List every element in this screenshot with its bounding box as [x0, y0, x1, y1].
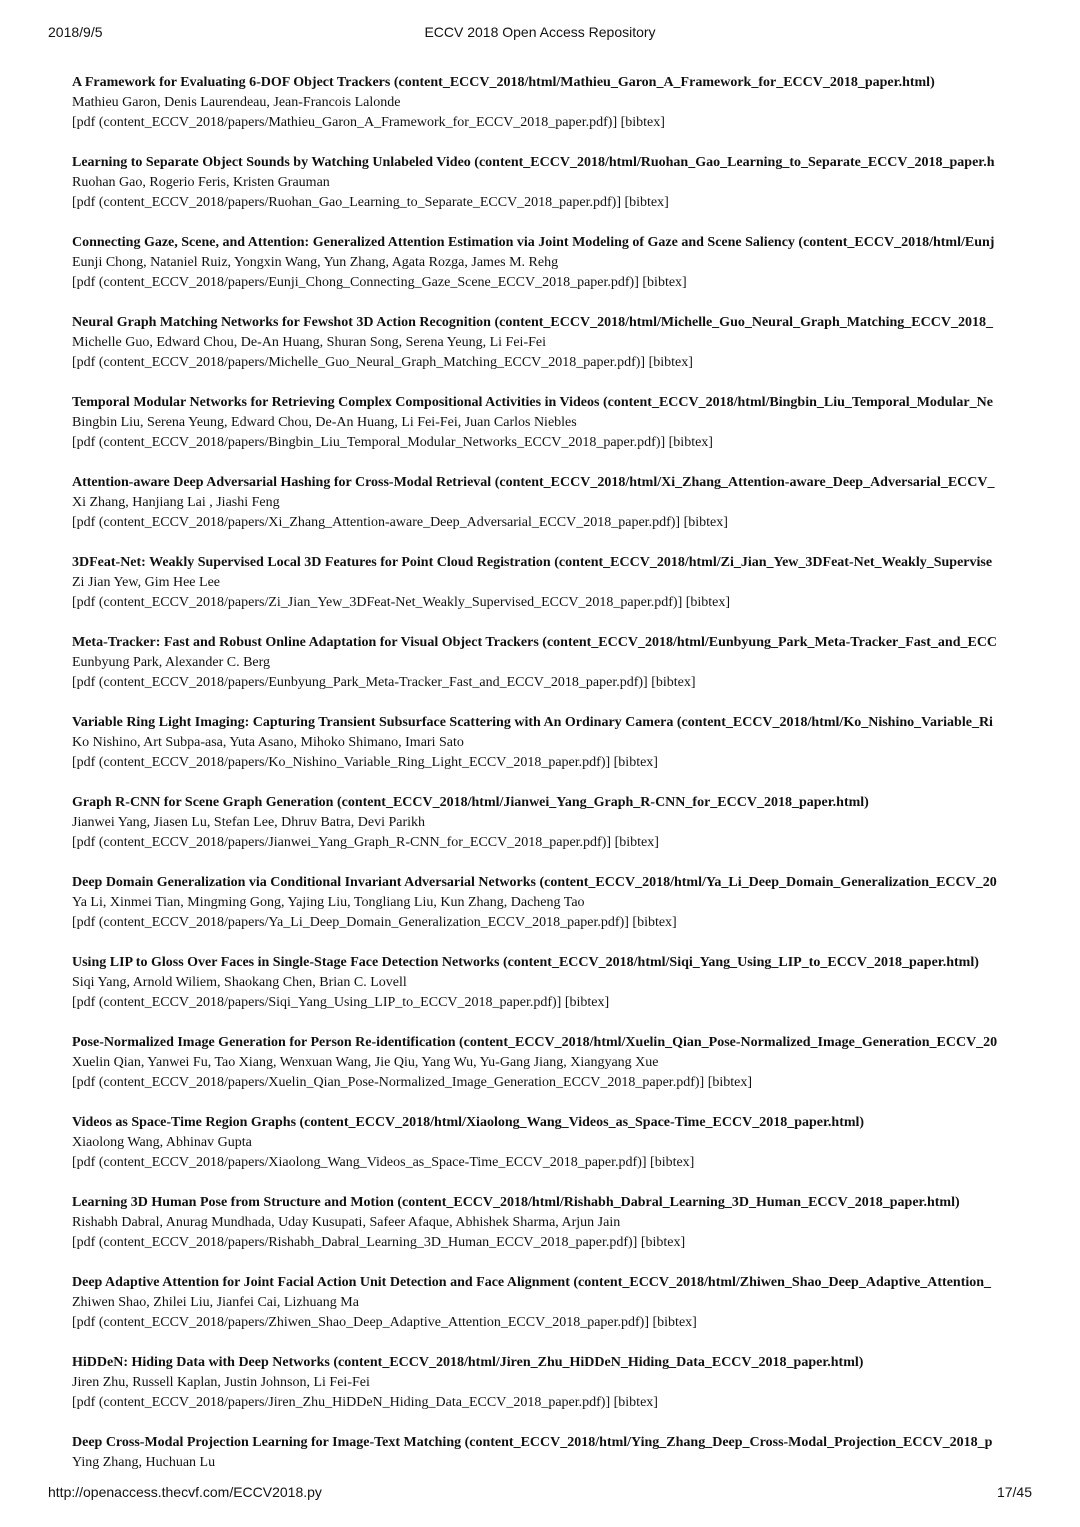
paper-pdf-link[interactable]: [pdf (content_ECCV_2018/papers/Zhiwen_Shao_Deep_Adaptive_Attention_ECCV_2018_paper.pdf)] [72, 1315, 653, 1330]
paper-links-line [72, 993, 1032, 1013]
paper-html-link[interactable]: (content_ECCV_2018/html/Xuelin_Qian_Pose-Normalized_Image_Generation_ECCV_20 [459, 1035, 998, 1050]
paper-links-line [72, 1153, 1032, 1173]
paper-entry [72, 953, 1032, 1033]
paper-title-line [72, 1353, 1032, 1373]
paper-authors: Eunji Chong, Nataniel Ruiz, Yongxin Wang, Yun Zhang, Agata Rozga, James M. Rehg [72, 255, 559, 270]
paper-bibtex-link[interactable]: [bibtex] [685, 595, 731, 610]
paper-authors: Jianwei Yang, Jiasen Lu, Stefan Lee, Dhruv Batra, Devi Parikh [72, 815, 426, 830]
paper-authors: Zhiwen Shao, Zhilei Liu, Jianfei Cai, Lizhuang Ma [72, 1295, 359, 1310]
paper-title-line [72, 393, 1032, 413]
paper-pdf-link[interactable]: [pdf (content_ECCV_2018/papers/Ko_Nishino_Variable_Ring_Light_ECCV_2018_paper.pdf)] [72, 755, 614, 770]
paper-entry [72, 1113, 1032, 1193]
paper-html-link[interactable]: (content_ECCV_2018/html/Bingbin_Liu_Temporal_Modular_Ne [602, 395, 993, 410]
paper-title-line [72, 73, 1032, 93]
paper-pdf-link[interactable]: [pdf (content_ECCV_2018/papers/Jianwei_Yang_Graph_R-CNN_for_ECCV_2018_paper.pdf)] [72, 835, 615, 850]
paper-title-line [72, 713, 1032, 733]
paper-authors: Bingbin Liu, Serena Yeung, Edward Chou, De-An Huang, Li Fei-Fei, Juan Carlos Niebles [72, 415, 577, 430]
paper-bibtex-link[interactable]: [bibtex] [683, 515, 728, 530]
paper-pdf-link[interactable]: [pdf (content_ECCV_2018/papers/Bingbin_Liu_Temporal_Modular_Networks_ECCV_2018_paper.pdf)] [72, 435, 669, 450]
paper-authors: Xiaolong Wang, Abhinav Gupta [72, 1135, 252, 1150]
paper-authors: Ying Zhang, Huchuan Lu [72, 1455, 216, 1470]
paper-bibtex-link[interactable]: [bibtex] [650, 1155, 695, 1170]
paper-links-line [72, 1233, 1032, 1253]
paper-entry [72, 713, 1032, 793]
paper-entry [72, 73, 1032, 153]
paper-entry [72, 473, 1032, 553]
paper-links-line [72, 193, 1032, 213]
paper-title-line [72, 473, 1032, 493]
paper-title-line [72, 153, 1032, 173]
paper-pdf-link[interactable]: [pdf (content_ECCV_2018/papers/Xuelin_Qian_Pose-Normalized_Image_Generation_ECCV_2018_paper.pdf)] [72, 1075, 708, 1090]
paper-title-line [72, 633, 1032, 653]
paper-bibtex-link[interactable]: [bibtex] [632, 915, 677, 930]
paper-entry [72, 873, 1032, 953]
paper-authors: Ya Li, Xinmei Tian, Mingming Gong, Yajing Liu, Tongliang Liu, Kun Zhang, Dacheng Tao [72, 895, 585, 910]
paper-html-link[interactable]: (content_ECCV_2018/html/Ya_Li_Deep_Domain_Generalization_ECCV_20 [539, 875, 997, 890]
paper-html-link[interactable]: (content_ECCV_2018/html/Zi_Jian_Yew_3DFeat-Net_Weakly_Supervise [554, 555, 993, 570]
paper-authors: Michelle Guo, Edward Chou, De-An Huang, Shuran Song, Serena Yeung, Li Fei-Fei [72, 335, 546, 350]
paper-title: A Framework for Evaluating 6-DOF Object Trackers [72, 75, 394, 90]
paper-authors: Eunbyung Park, Alexander C. Berg [72, 655, 271, 670]
paper-authors: Siqi Yang, Arnold Wiliem, Shaokang Chen, Brian C. Lovell [72, 975, 407, 990]
paper-links-line [72, 913, 1032, 933]
paper-links-line [72, 753, 1032, 773]
paper-title-line [72, 1033, 1032, 1053]
paper-links-line [72, 273, 1032, 293]
paper-title-line [72, 1433, 1032, 1453]
paper-html-link[interactable]: (content_ECCV_2018/html/Xiaolong_Wang_Videos_as_Space-Time_ECCV_2018_paper.html) [299, 1115, 865, 1130]
paper-title: Learning to Separate Object Sounds by Watching Unlabeled Video [72, 155, 475, 170]
paper-authors: Xuelin Qian, Yanwei Fu, Tao Xiang, Wenxuan Wang, Jie Qiu, Yang Wu, Yu-Gang Jiang, Xiangyang Xue [72, 1055, 659, 1070]
paper-html-link[interactable]: (content_ECCV_2018/html/Eunbyung_Park_Meta-Tracker_Fast_and_ECC [542, 635, 998, 650]
paper-pdf-link[interactable]: [pdf (content_ECCV_2018/papers/Ruohan_Gao_Learning_to_Separate_ECCV_2018_paper.pdf)] [72, 195, 625, 210]
paper-entry [72, 1033, 1032, 1113]
paper-entry [72, 313, 1032, 393]
paper-authors: Rishabh Dabral, Anurag Mundhada, Uday Kusupati, Safeer Afaque, Abhishek Sharma, Arjun Jain [72, 1215, 621, 1230]
print-header [48, 24, 1032, 46]
print-footer [48, 1484, 1032, 1506]
paper-entry [72, 1193, 1032, 1273]
paper-html-link[interactable]: (content_ECCV_2018/html/Michelle_Guo_Neural_Graph_Matching_ECCV_2018_ [494, 315, 993, 330]
paper-title: Meta-Tracker: Fast and Robust Online Adaptation for Visual Object Trackers [72, 635, 543, 650]
paper-title: Neural Graph Matching Networks for Fewshot 3D Action Recognition [72, 315, 495, 330]
paper-links-line [72, 833, 1032, 853]
paper-bibtex-link[interactable]: [bibtex] [652, 1315, 697, 1330]
page-url: http://openaccess.thecvf.com/ECCV2018.py [48, 1484, 322, 1500]
print-date: 2018/9/5 [48, 24, 103, 40]
paper-title-line [72, 553, 1032, 573]
paper-html-link[interactable]: (content_ECCV_2018/html/Eunj [798, 235, 995, 250]
paper-authors: Mathieu Garon, Denis Laurendeau, Jean-Francois Lalonde [72, 95, 401, 110]
paper-html-link[interactable]: (content_ECCV_2018/html/Jiren_Zhu_HiDDeN_Hiding_Data_ECCV_2018_paper.html) [333, 1355, 864, 1370]
paper-pdf-link[interactable]: [pdf (content_ECCV_2018/papers/Eunbyung_Park_Meta-Tracker_Fast_and_ECCV_2018_paper.pdf)] [72, 675, 652, 690]
paper-links-line [72, 593, 1032, 613]
paper-title-line [72, 873, 1032, 893]
paper-pdf-link[interactable]: [pdf (content_ECCV_2018/papers/Michelle_Guo_Neural_Graph_Matching_ECCV_2018_paper.pdf)] [72, 355, 649, 370]
paper-html-link[interactable]: (content_ECCV_2018/html/Ruohan_Gao_Learning_to_Separate_ECCV_2018_paper.h [474, 155, 995, 170]
paper-entry [72, 1353, 1032, 1433]
paper-html-link[interactable]: (content_ECCV_2018/html/Ying_Zhang_Deep_Cross-Modal_Projection_ECCV_2018_p [464, 1435, 993, 1450]
paper-bibtex-link[interactable]: [bibtex] [648, 355, 693, 370]
paper-entry [72, 153, 1032, 233]
paper-bibtex-link[interactable]: [bibtex] [620, 115, 665, 130]
paper-title: Attention-aware Deep Adversarial Hashing for Cross-Modal Retrieval [72, 475, 495, 490]
paper-bibtex-link[interactable]: [bibtex] [651, 675, 696, 690]
paper-links-line [72, 673, 1032, 693]
paper-title: Temporal Modular Networks for Retrieving Complex Compositional Activities in Videos [72, 395, 603, 410]
paper-pdf-link[interactable]: [pdf (content_ECCV_2018/papers/Jiren_Zhu_HiDDeN_Hiding_Data_ECCV_2018_paper.pdf)] [72, 1395, 614, 1410]
paper-list [72, 73, 1032, 1513]
paper-title: HiDDeN: Hiding Data with Deep Networks [72, 1355, 334, 1370]
paper-pdf-link[interactable]: [pdf (content_ECCV_2018/papers/Xiaolong_Wang_Videos_as_Space-Time_ECCV_2018_paper.pdf)] [72, 1155, 651, 1170]
paper-html-link[interactable]: (content_ECCV_2018/html/Mathieu_Garon_A_Framework_for_ECCV_2018_paper.html) [393, 75, 935, 90]
paper-bibtex-link[interactable]: [bibtex] [707, 1075, 753, 1090]
paper-title-line [72, 233, 1032, 253]
paper-title-line [72, 793, 1032, 813]
paper-bibtex-link[interactable]: [bibtex] [642, 275, 687, 290]
paper-authors: Zi Jian Yew, Gim Hee Lee [72, 575, 221, 590]
paper-title: Deep Cross-Modal Projection Learning for Image-Text Matching [72, 1435, 465, 1450]
paper-bibtex-link[interactable]: [bibtex] [614, 835, 659, 850]
paper-title: Learning 3D Human Pose from Structure and Motion [72, 1195, 398, 1210]
paper-authors: Xi Zhang, Hanjiang Lai , Jiashi Feng [72, 495, 280, 510]
paper-links-line [72, 433, 1032, 453]
paper-authors: Jiren Zhu, Russell Kaplan, Justin Johnson, Li Fei-Fei [72, 1375, 370, 1390]
paper-entry [72, 793, 1032, 873]
paper-bibtex-link[interactable]: [bibtex] [668, 435, 713, 450]
paper-title: Graph R-CNN for Scene Graph Generation [72, 795, 337, 810]
paper-title: Connecting Gaze, Scene, and Attention: Generalized Attention Estimation via Joint Modeling of Gaze and Scene Saliency [72, 235, 799, 250]
paper-bibtex-link[interactable]: [bibtex] [640, 1235, 686, 1250]
paper-title-line [72, 313, 1032, 333]
paper-links-line [72, 1313, 1032, 1333]
paper-authors: Ruohan Gao, Rogerio Feris, Kristen Grauman [72, 175, 330, 190]
paper-entry [72, 393, 1032, 473]
paper-pdf-link[interactable]: [pdf (content_ECCV_2018/papers/Xi_Zhang_Attention-aware_Deep_Adversarial_ECCV_2018_paper.pdf)] [72, 515, 684, 530]
paper-bibtex-link[interactable]: [bibtex] [624, 195, 669, 210]
paper-entry [72, 1273, 1032, 1353]
paper-title: Deep Domain Generalization via Conditional Invariant Adversarial Networks [72, 875, 540, 890]
paper-title: Variable Ring Light Imaging: Capturing Transient Subsurface Scattering with An Ordinary Camera [72, 715, 677, 730]
paper-html-link[interactable]: (content_ECCV_2018/html/Siqi_Yang_Using_LIP_to_ECCV_2018_paper.html) [502, 955, 979, 970]
paper-bibtex-link[interactable]: [bibtex] [564, 995, 610, 1010]
paper-pdf-link[interactable]: [pdf (content_ECCV_2018/papers/Siqi_Yang_Using_LIP_to_ECCV_2018_paper.pdf)] [72, 995, 565, 1010]
paper-title: Using LIP to Gloss Over Faces in Single-Stage Face Detection Networks [72, 955, 503, 970]
paper-links-line [72, 113, 1032, 133]
paper-html-link[interactable]: (content_ECCV_2018/html/Rishabh_Dabral_Learning_3D_Human_ECCV_2018_paper.html) [397, 1195, 960, 1210]
paper-links-line [72, 513, 1032, 533]
paper-html-link[interactable]: (content_ECCV_2018/html/Jianwei_Yang_Graph_R-CNN_for_ECCV_2018_paper.html) [336, 795, 869, 810]
paper-title-line [72, 1193, 1032, 1213]
paper-links-line [72, 353, 1032, 373]
paper-title: Pose-Normalized Image Generation for Person Re-identification [72, 1035, 459, 1050]
paper-pdf-link[interactable]: [pdf (content_ECCV_2018/papers/Eunji_Chong_Connecting_Gaze_Scene_ECCV_2018_paper.pdf)] [72, 275, 643, 290]
paper-entry [72, 633, 1032, 713]
paper-title-line [72, 1273, 1032, 1293]
paper-title-line [72, 1113, 1032, 1133]
paper-html-link[interactable]: (content_ECCV_2018/html/Ko_Nishino_Variable_Ri [676, 715, 993, 730]
paper-bibtex-link[interactable]: [bibtex] [613, 1395, 658, 1410]
paper-pdf-link[interactable]: [pdf (content_ECCV_2018/papers/Ya_Li_Deep_Domain_Generalization_ECCV_2018_paper.pdf)] [72, 915, 633, 930]
page-title: ECCV 2018 Open Access Repository [424, 24, 656, 40]
paper-authors: Ko Nishino, Art Subpa-asa, Yuta Asano, Mihoko Shimano, Imari Sato [72, 735, 464, 750]
paper-bibtex-link[interactable]: [bibtex] [613, 755, 658, 770]
paper-pdf-link[interactable]: [pdf (content_ECCV_2018/papers/Mathieu_Garon_A_Framework_for_ECCV_2018_paper.pdf)] [72, 115, 621, 130]
paper-links-line [72, 1073, 1032, 1093]
paper-pdf-link[interactable]: [pdf (content_ECCV_2018/papers/Zi_Jian_Yew_3DFeat-Net_Weakly_Supervised_ECCV_2018_paper.pdf)] [72, 595, 686, 610]
paper-pdf-link[interactable]: [pdf (content_ECCV_2018/papers/Rishabh_Dabral_Learning_3D_Human_ECCV_2018_paper.pdf)] [72, 1235, 641, 1250]
paper-links-line [72, 1393, 1032, 1413]
paper-entry [72, 553, 1032, 633]
paper-title-line [72, 953, 1032, 973]
page-number: 17/45 [996, 1484, 1032, 1500]
paper-html-link[interactable]: (content_ECCV_2018/html/Zhiwen_Shao_Deep_Adaptive_Attention_ [573, 1275, 992, 1290]
paper-title: Videos as Space-Time Region Graphs [72, 1115, 300, 1130]
paper-title: 3DFeat-Net: Weakly Supervised Local 3D Features for Point Cloud Registration [72, 555, 555, 570]
paper-html-link[interactable]: (content_ECCV_2018/html/Xi_Zhang_Attention-aware_Deep_Adversarial_ECCV_ [494, 475, 995, 490]
paper-entry [72, 233, 1032, 313]
paper-title: Deep Adaptive Attention for Joint Facial Action Unit Detection and Face Alignment [72, 1275, 574, 1290]
